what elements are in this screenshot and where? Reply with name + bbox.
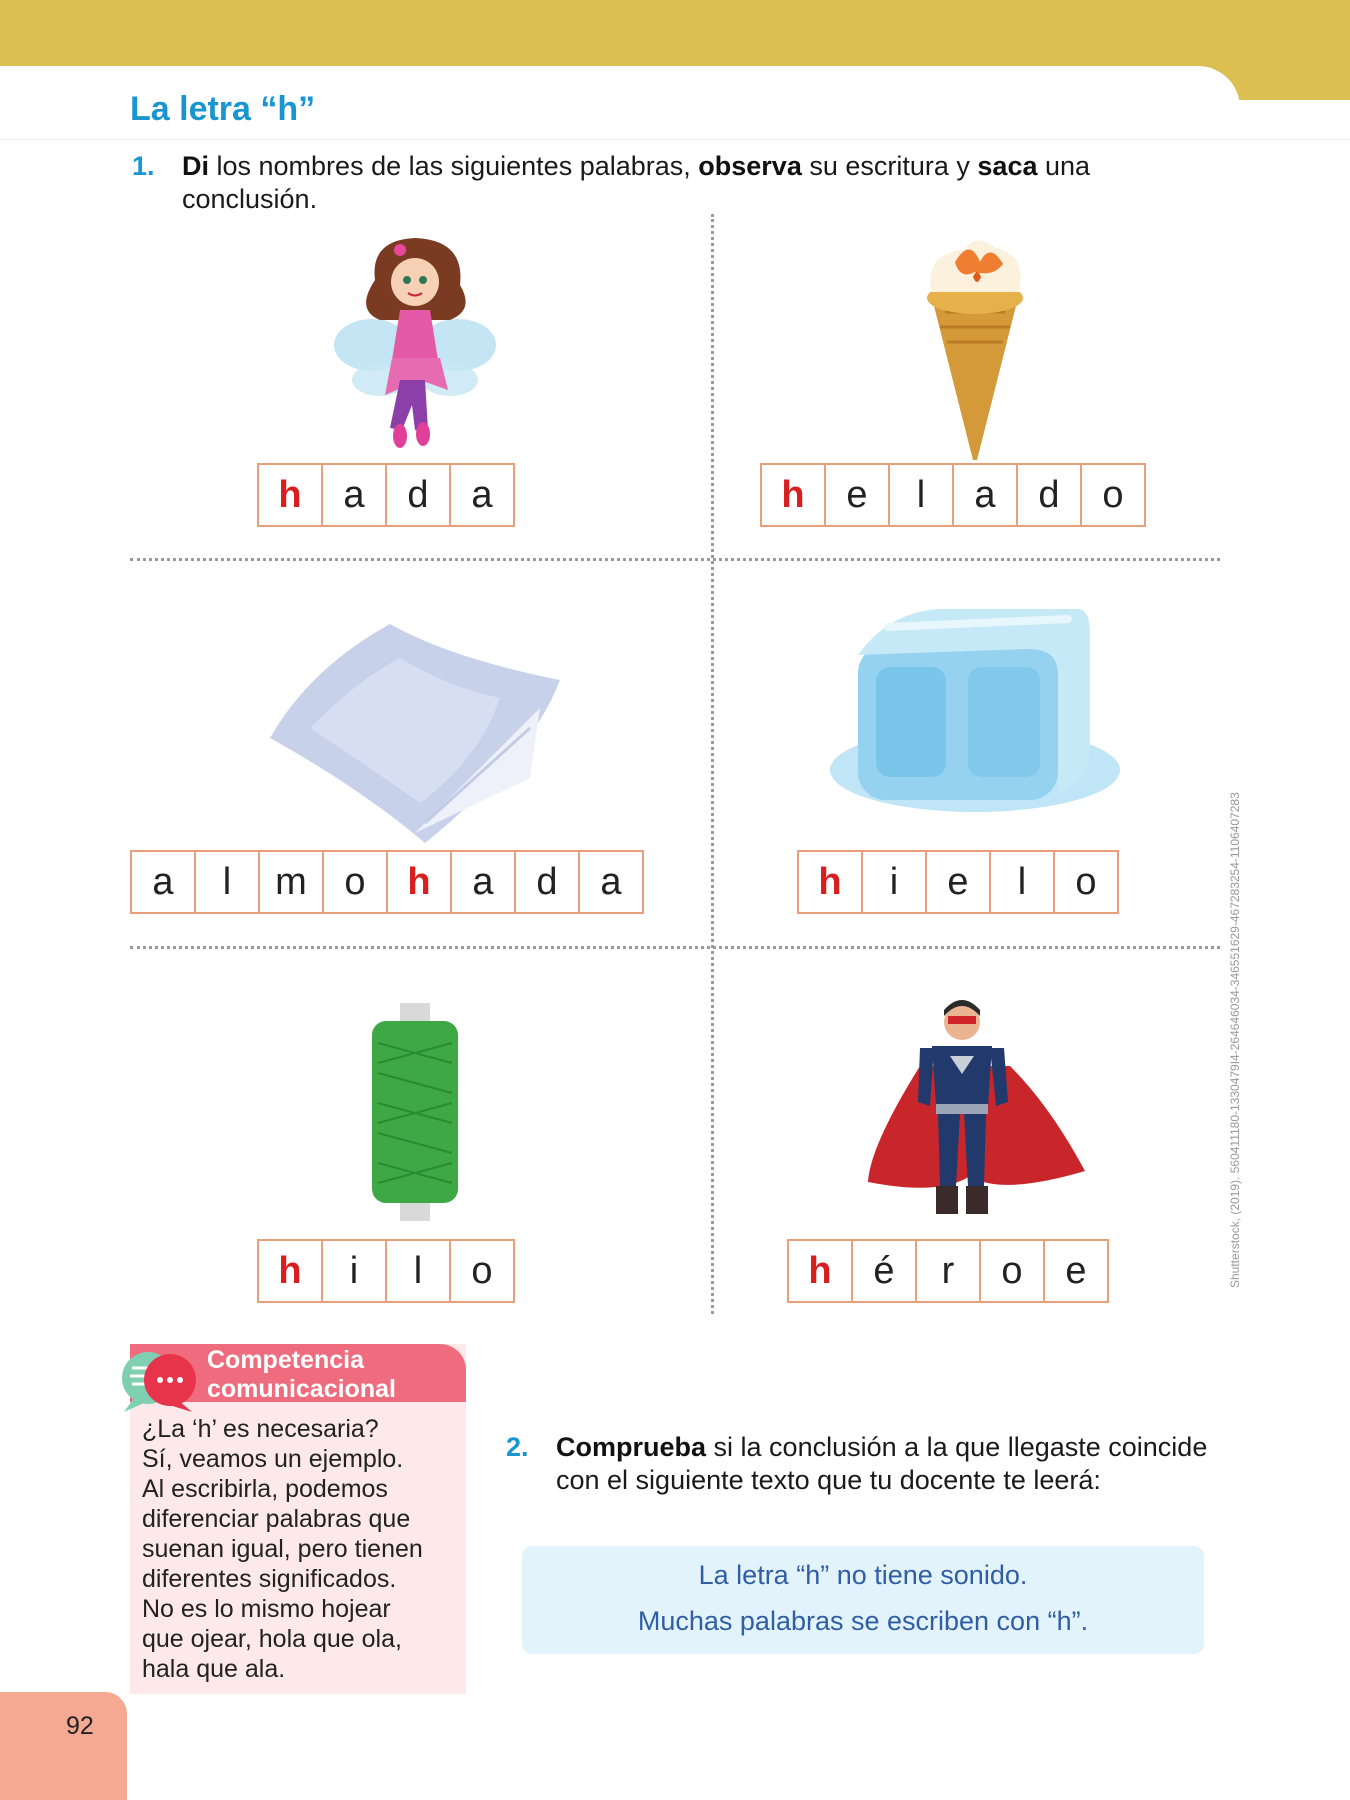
letter-cell: o <box>981 1241 1045 1301</box>
thread-spool-image <box>370 1003 460 1221</box>
page-number-tab <box>0 1692 127 1800</box>
letter-cell: h <box>259 1241 323 1301</box>
letter-cell: a <box>323 465 387 525</box>
letter-cell: a <box>132 852 196 912</box>
answer-box <box>522 1546 1204 1654</box>
answer-line: Muchas palabras se escriben con “h”. <box>637 1606 1089 1636</box>
exercise-1-instruction <box>182 150 1212 216</box>
letter-cell: i <box>323 1241 387 1301</box>
word-box-almohada <box>130 850 644 914</box>
letter-cell: r <box>917 1241 981 1301</box>
letter-cell: a <box>471 473 493 516</box>
exercise-2 <box>506 1431 1216 1497</box>
competencia-title <box>207 1346 457 1404</box>
word-box-helado <box>760 463 1146 527</box>
fairy-image <box>330 230 500 460</box>
instruction-verb-comprueba: Comprueba <box>556 1432 707 1462</box>
letter-cell: i <box>863 852 927 912</box>
letter-cell: l <box>196 852 260 912</box>
letter-cell: m <box>260 852 324 912</box>
letter-cell: o <box>1102 473 1124 516</box>
letter-cell: a <box>600 860 622 903</box>
grid-horizontal-divider <box>130 558 1220 561</box>
chat-bubbles-icon <box>114 1346 204 1416</box>
letter-cell: d <box>1018 465 1082 525</box>
instruction-text: si la conclusión a la que llegaste coincide con el siguiente texto que tu docente te leerá: <box>556 1432 1208 1495</box>
page-number: 92 <box>66 1712 94 1740</box>
pillow-image <box>250 618 565 848</box>
grid-horizontal-divider <box>130 946 1220 949</box>
competencia-title-line: Competencia <box>207 1346 364 1374</box>
grid-vertical-divider <box>711 214 714 1314</box>
instruction-verb-di: Di <box>182 151 209 181</box>
instruction-verb-saca: saca <box>977 151 1038 181</box>
competencia-line: diferentes significados. <box>142 1565 397 1593</box>
letter-cell: h <box>762 465 826 525</box>
letter-cell: h <box>259 465 323 525</box>
competencia-line: ¿La ‘h’ es necesaria? <box>142 1415 379 1443</box>
competencia-line: suenan igual, pero tienen <box>142 1535 423 1563</box>
letter-cell: o <box>1075 860 1097 903</box>
exercise-1-number: 1. <box>132 151 155 181</box>
letter-cell: l <box>387 1241 451 1301</box>
word-box-heroe <box>787 1239 1109 1303</box>
word-box-hada <box>257 463 515 527</box>
page-title: La letra “h” <box>130 90 316 128</box>
letter-cell: d <box>387 465 451 525</box>
letter-cell: h <box>799 852 863 912</box>
letter-cell: e <box>927 852 991 912</box>
title-divider <box>0 139 1350 140</box>
image-credit: Shutterstock, (2019). 560411180-1330479I4-264646034-346551629-467283254-1106407283 <box>1228 792 1242 1288</box>
letter-cell: é <box>853 1241 917 1301</box>
letter-cell: l <box>890 465 954 525</box>
ice-cream-image <box>915 232 1035 464</box>
exercise-2-instruction <box>556 1431 1216 1497</box>
letter-cell: l <box>991 852 1055 912</box>
letter-cell: o <box>471 1249 493 1292</box>
ice-cube-image <box>828 605 1123 830</box>
letter-cell: a <box>954 465 1018 525</box>
letter-cell: h <box>388 852 452 912</box>
exercise-2-number: 2. <box>506 1432 529 1462</box>
exercise-1 <box>132 150 1212 216</box>
letter-cell: o <box>324 852 388 912</box>
competencia-text <box>142 1414 462 1684</box>
answer-line: La letra “h” no tiene sonido. <box>698 1560 1028 1590</box>
instruction-text: su escritura y <box>801 151 978 181</box>
competencia-line: No es lo mismo hojear <box>142 1595 391 1623</box>
competencia-line: Sí, veamos un ejemplo. <box>142 1445 404 1473</box>
superhero-image <box>860 996 1090 1226</box>
word-box-hilo <box>257 1239 515 1303</box>
instruction-text: los nombres de las siguientes palabras, <box>209 151 699 181</box>
instruction-verb-observa: observa <box>698 151 802 181</box>
competencia-line: hala que ala. <box>142 1655 286 1683</box>
letter-cell: a <box>452 852 516 912</box>
word-box-hielo <box>797 850 1119 914</box>
competencia-title-line: comunicacional <box>207 1375 396 1403</box>
letter-cell: d <box>516 852 580 912</box>
letter-cell: e <box>1065 1249 1087 1292</box>
instruction-text: una conclusión. <box>182 151 1091 214</box>
competencia-line: que ojear, hola que ola, <box>142 1625 402 1653</box>
letter-cell: h <box>789 1241 853 1301</box>
competencia-line: diferenciar palabras que <box>142 1505 411 1533</box>
competencia-line: Al escribirla, podemos <box>142 1475 388 1503</box>
letter-cell: e <box>826 465 890 525</box>
